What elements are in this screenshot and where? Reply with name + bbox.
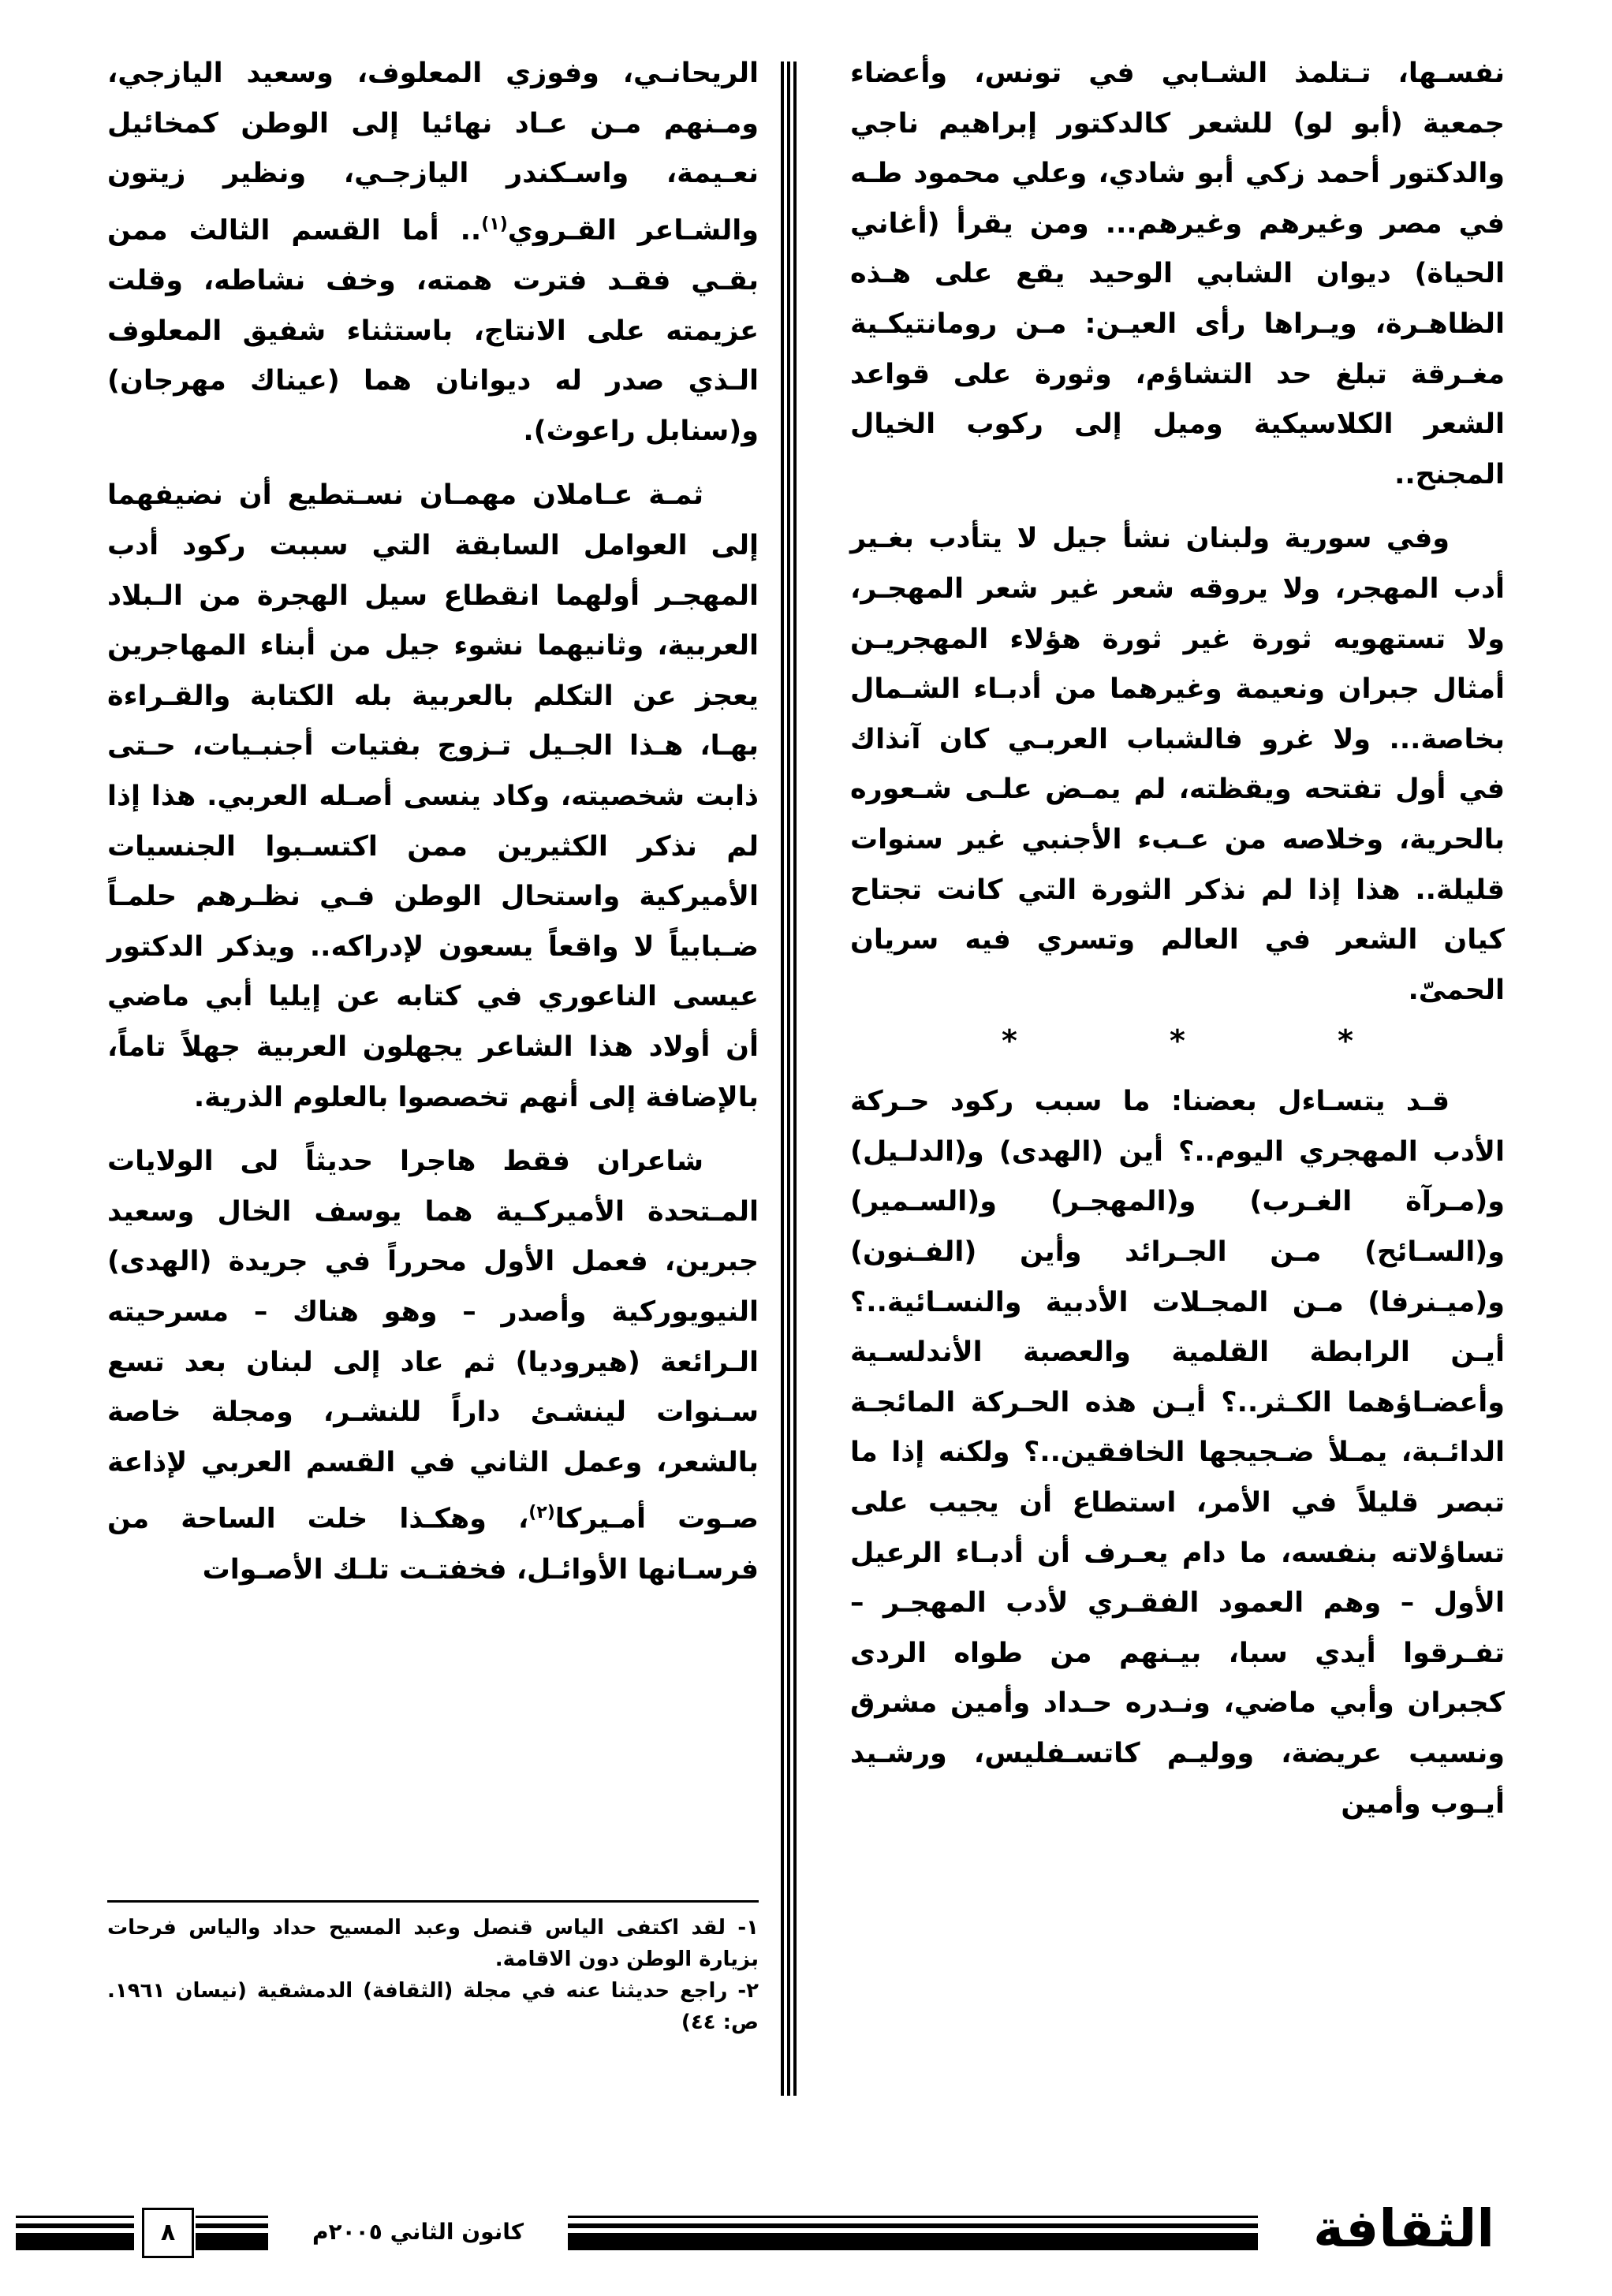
footnote-ref: (١): [481, 214, 508, 234]
magazine-logo: [1266, 2197, 1494, 2264]
section-break: * * *: [1001, 1023, 1425, 1059]
paragraph: ثمـة عـاملان مهمـان نسـتطيع أن نضيفهما إلى العوامل السابقة التي سببت ركود أدب المهجـر أولهما انقطاع سيل الهجرة من الـبلاد العربية، وثانيهما نشوء جيل من أبناء المهاجرين يعجز عن التكلم بالعربية بله الكتابة والقـراءة بهـا، هـذا الجـيل تـزوج بفتيات أجنبـيات، حـتى ذابت شخصيته، وكاد ينسى أصـله العربي. هذا إذا لم نذكر الكثيرين ممن اكتسـبوا الجنسيات الأميركية واستحال الوطن فـي نظـرهم حلمـاً ضـبابياً لا واقعاً يسعون لإدراكه.. ويذكر الدكتور عيسى الناعوري في كتابه عن إيليا أبي ماضي أن أولاد هذا الشاعر يجهلون العربية جهلاً تاماً، بالإضافة إلى أنهم تخصصوا بالعلوم الذرية.: [107, 479, 759, 1113]
footer-rule: [568, 2216, 1258, 2250]
footnotes: [107, 1912, 759, 2038]
page-number: ٨: [142, 2208, 194, 2258]
paragraph-text: .. أما القسم الثالث ممن بقـي فقـد فترت همته، وخف نشاطه، وقلت عزيمته على الانتاج، باستثناء شفيق المعلوف الـذي صدر له ديوانان هما (عيناك مهرجان) و(سنابل راعوث).: [107, 214, 759, 447]
paragraph-text: ، وهكـذا خلت الساحة من فرسـانها الأوائـل، فخفتـت تلـك الأصـوات: [107, 1503, 759, 1586]
footnote-rule: [107, 1900, 759, 1903]
footer-rule-short: [196, 2216, 268, 2250]
paragraph: قـد يتسـاءل بعضنا: ما سبب ركود حـركة الأدب المهجري اليوم..؟ أين (الهدى) و(الدلـيل) و(مـرآة الغـرب) و(المهجـر) و(السـمير) و(السـائح) مـن الجـرائد وأين (الفـنون) و(ميـنرفا) مـن المجـلات الأدبية والنسـائية..؟ أيـن الرابطة القلمية والعصبة الأندلسـية وأعضـاؤهما الكـثر..؟ أيـن هذه الحـركة المائجـة الدائـبة، يمـلأ ضـجيجها الخافقين..؟ ولكنه إذا ما تبصر قليلاً في الأمر، استطاع أن يجيب على تساؤلاته بنفسه، ما دام يعـرف أن أدبـاء الرعيل الأول – وهم العمود الفقـري لأدب المهجـر – تفـرقوا أيدي سبا، بيـنهم من طواه الردى كجبران وأبي ماضي، ونـدره حـداد وأمين مشرق ونسيب عريضة، ووليـم كاتسـفليس، ورشـيد أيـوب وأمين: [850, 1086, 1505, 1820]
paragraph: وفي سورية ولبنان نشأ جيل لا يتأدب بغـير أدب المهجر، ولا يروقه شعر غير شعر المهجـر، ولا تستهويه ثورة غير ثورة هؤلاء المهجريـن أمثال جبران ونعيمة وغيرهما من أدبـاء الشـمال بخاصة... ولا غرو فالشباب العربـي كان آنذاك في أول تفتحه ويقظته، لم يمـض علـى شـعوره بالحرية، وخلاصه من عـبء الأجنبي غير سنوات قليلة.. هذا إذا لم نذكر الثورة التي كانت تجتاح كيان الشعر في العالم وتسري فيه سريان الحمىّ.: [850, 523, 1505, 1006]
paragraph-text: الريحانـي، وفوزي المعلوف، وسعيد اليازجي، ومـنهم مـن عـاد نهائيا إلى الوطن كمخائيل نعـيمة، واسـكندر اليازجـي، ونظير زيتون والشـاعر القـروي: [107, 58, 759, 247]
paragraph: نفسـها، تـتلمذ الشـابي في تونس، وأعضاء جمعية (أبو لو) للشعر كالدكتور إبراهيم ناجي والدكتور أحمد زكي أبو شادي، وعلي محمود طـه في مصر وغيرهم وغيرهم... ومن يقرأ (أغاني الحياة) ديوان الشابي الوحيد يقع على هـذه الظاهـرة، ويـراها رأى العيـن: مـن رومانتيكـية مغـرقة تبلغ حد التشاؤم، وثورة على قواعد الشعر الكلاسيكية وميل إلى ركوب الخيال المجنح..: [850, 58, 1505, 490]
paragraph: [107, 49, 759, 457]
article-column-left: [107, 49, 759, 1595]
article-column-right: [850, 49, 1505, 1829]
magazine-name: الثقافة: [1313, 2198, 1494, 2259]
column-divider: [781, 62, 797, 2096]
paragraph-text: شاعران فقط هاجرا حديثاً لى الولايات المـتحدة الأميركـية هما يوسف الخال وسعيد جبرين، فعمل الأول محرراً في جريدة (الهدى) النيويوركية وأصدر – وهو هناك – مسرحيته الـرائعة (هيروديا) ثم عاد إلى لبنان بعد تسع سـنوات لينشـئ داراً للنشـر، ومجلة خاصة بالشعر، وعمل الثاني في القسم العربي لإذاعة صـوت أمـيركا: [107, 1146, 759, 1535]
footnote: ٢- راجع حديثنا عنه في مجلة (الثقافة) الدمشقية (نيسان ١٩٦١. ص: ٤٤): [107, 1979, 759, 2034]
issue-date: كانون الثاني ٢٠٠٥م: [312, 2219, 524, 2245]
footnote-ref: (٢): [528, 1503, 555, 1523]
footer-rule-left: [16, 2216, 134, 2250]
page-footer: [142, 2198, 1494, 2260]
paragraph: [107, 1137, 759, 1595]
footnote: ١- لقد اكتفى الياس قنصل وعبد المسيح حداد والياس فرحات بزيارة الوطن دون الاقامة.: [107, 1916, 759, 1971]
